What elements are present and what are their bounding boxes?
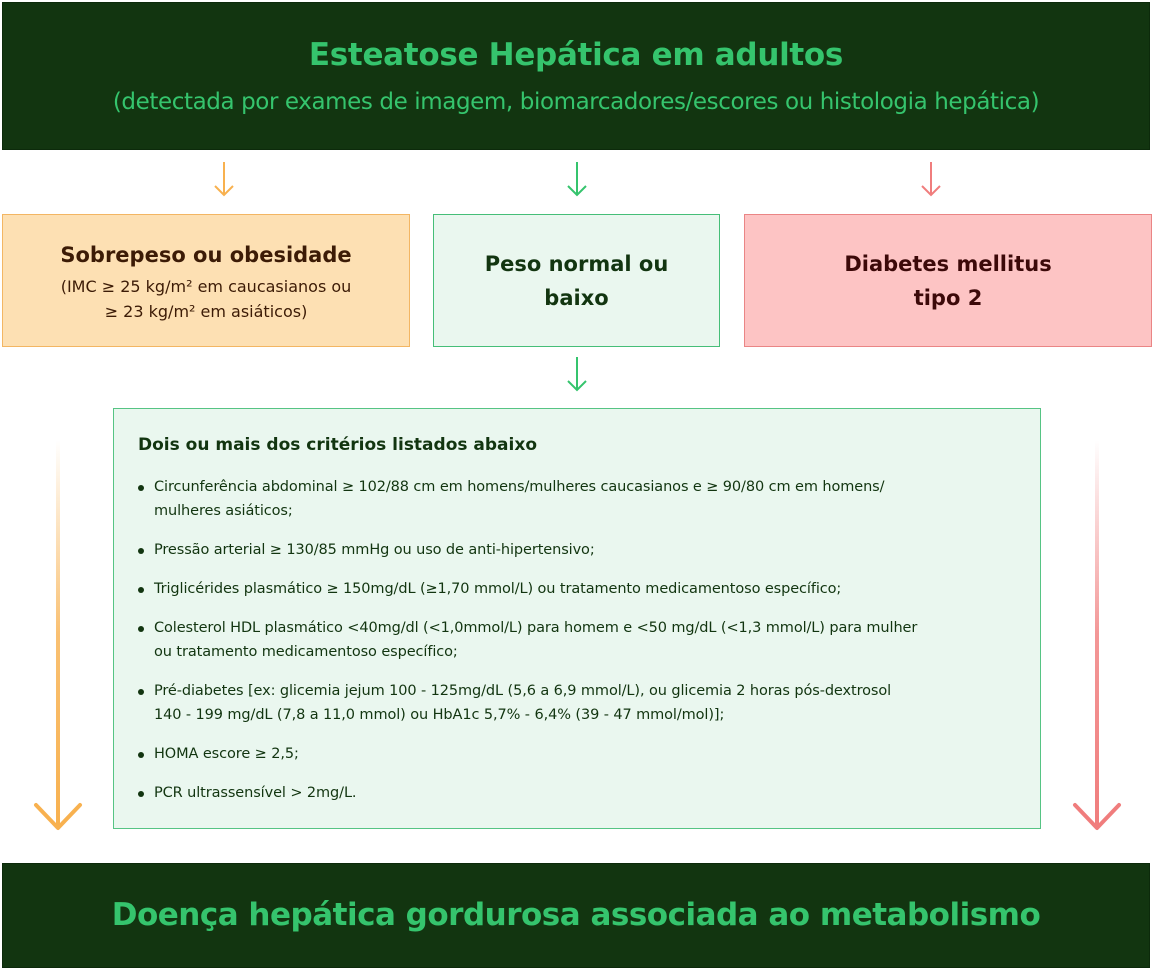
criteria-line: Circunferência abdominal ≥ 102/88 cm em homens/mulheres caucasianos e ≥ 90/80 cm em homens/ <box>154 479 885 495</box>
arrow-down-green-criteria <box>567 355 587 395</box>
diabetes-title-line: Diabetes mellitus <box>844 251 1052 276</box>
overweight-box <box>2 214 410 347</box>
criteria-item <box>138 577 1008 601</box>
arrow-down-red-small <box>921 160 941 200</box>
criteria-heading: Dois ou mais dos critérios listados abaixo <box>138 435 538 455</box>
criteria-item <box>138 616 1008 664</box>
overweight-title <box>60 238 351 272</box>
criteria-list <box>138 475 1008 820</box>
arrow-down-orange-small <box>214 160 234 200</box>
criteria-line: PCR ultrassensível > 2mg/L. <box>154 785 357 801</box>
normal-weight-title-line: baixo <box>544 285 609 310</box>
criteria-line: 140 - 199 mg/dL (7,8 a 11,0 mmol) ou HbA1c 5,7% - 6,4% (39 - 47 mmol/mol)]; <box>154 707 725 723</box>
criteria-box <box>113 408 1041 829</box>
bullet-icon <box>138 626 144 632</box>
criteria-item <box>138 475 1008 523</box>
criteria-item <box>138 781 1008 805</box>
overweight-note <box>61 274 352 324</box>
criteria-item <box>138 679 1008 727</box>
bullet-icon <box>138 752 144 758</box>
diabetes-title <box>844 247 1051 315</box>
diabetes-box <box>744 214 1152 347</box>
criteria-line: Pressão arterial ≥ 130/85 mmHg ou uso de anti-hipertensivo; <box>154 542 595 558</box>
arrow-down-orange-long <box>33 440 83 834</box>
bullet-icon <box>138 548 144 554</box>
top-banner-title: Esteatose Hepática em adultos <box>308 37 844 73</box>
bullet-icon <box>138 587 144 593</box>
top-banner <box>2 2 1150 150</box>
arrow-down-green-small <box>567 160 587 200</box>
overweight-note-line: ≥ 23 kg/m² em asiáticos) <box>104 301 308 321</box>
criteria-line: mulheres asiáticos; <box>154 503 293 519</box>
overweight-note-line: (IMC ≥ 25 kg/m² em caucasianos ou <box>60 276 352 296</box>
diabetes-title-line: tipo 2 <box>913 285 983 310</box>
bottom-banner <box>2 863 1150 968</box>
normal-weight-title-line: Peso normal ou <box>484 251 669 276</box>
criteria-item <box>138 538 1008 562</box>
criteria-line: Pré-diabetes [ex: glicemia jejum 100 - 125mg/dL (5,6 a 6,9 mmol/L), ou glicemia 2 horas pós-dextrosol <box>154 683 892 699</box>
normal-weight-box <box>433 214 720 347</box>
top-banner-subtitle: (detectada por exames de imagem, biomarcadores/escores ou histologia hepática) <box>112 89 1040 115</box>
bottom-banner-title: Doença hepática gordurosa associada ao metabolismo <box>111 897 1041 933</box>
criteria-item <box>138 742 1008 766</box>
criteria-line: Triglicérides plasmático ≥ 150mg/dL (≥1,70 mmol/L) ou tratamento medicamentoso específico; <box>154 581 842 597</box>
criteria-line: ou tratamento medicamentoso específico; <box>154 644 458 660</box>
criteria-line: HOMA escore ≥ 2,5; <box>154 746 299 762</box>
arrow-down-red-long <box>1072 440 1122 834</box>
bullet-icon <box>138 689 144 695</box>
bullet-icon <box>138 485 144 491</box>
criteria-line: Colesterol HDL plasmático <40mg/dl (<1,0mmol/L) para homem e <50 mg/dL (<1,3 mmol/L) para mulher <box>154 620 918 636</box>
normal-weight-title <box>485 247 669 315</box>
bullet-icon <box>138 791 144 797</box>
overweight-title-line: Sobrepeso ou obesidade <box>60 242 352 267</box>
